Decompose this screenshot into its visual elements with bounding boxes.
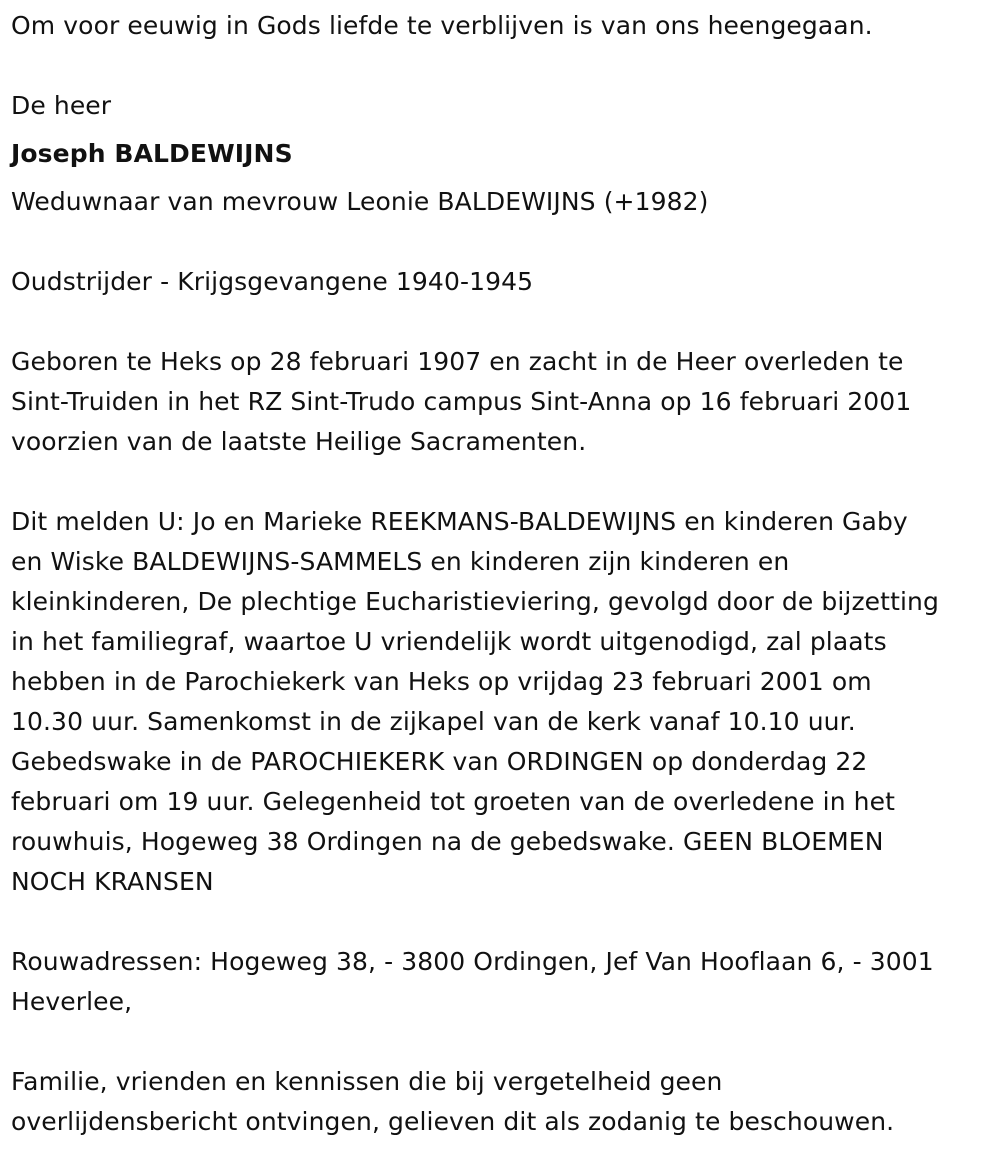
paragraph-line: Dit melden U: Jo en Marieke REEKMANS-BALDEWIJNS en kinderen Gaby	[11, 507, 908, 536]
paragraph-line: Familie, vrienden en kennissen die bij vergetelheid geen	[11, 1067, 723, 1096]
paragraph-line: 10.30 uur. Samenkomst in de zijkapel van de kerk vanaf 10.10 uur.	[11, 707, 856, 736]
paragraph-line: overlijdensbericht ontvingen, gelieven dit als zodanig te beschouwen.	[11, 1107, 895, 1136]
paragraph-line: en Wiske BALDEWIJNS-SAMMELS en kinderen zijn kinderen en	[11, 547, 790, 576]
salutation: De heer	[11, 91, 112, 120]
spouse-line: Weduwnaar van mevrouw Leonie BALDEWIJNS (+1982)	[11, 187, 709, 216]
paragraph-line: in het familiegraf, waartoe U vriendelijk wordt uitgenodigd, zal plaats	[11, 627, 887, 656]
paragraph-line: voorzien van de laatste Heilige Sacramenten.	[11, 427, 587, 456]
paragraph-line: Heverlee,	[11, 987, 133, 1016]
paragraph-line: februari om 19 uur. Gelegenheid tot groeten van de overledene in het	[11, 787, 896, 816]
paragraph-line: Sint-Truiden in het RZ Sint-Trudo campus Sint-Anna op 16 februari 2001	[11, 387, 912, 416]
paragraph-line: rouwhuis, Hogeweg 38 Ordingen na de gebedswake. GEEN BLOEMEN	[11, 827, 884, 856]
paragraph-line: hebben in de Parochiekerk van Heks op vrijdag 23 februari 2001 om	[11, 667, 872, 696]
deceased-name: Joseph BALDEWIJNS	[11, 139, 293, 168]
paragraph-line: kleinkinderen, De plechtige Eucharistieviering, gevolgd door de bijzetting	[11, 587, 939, 616]
paragraph-line: Geboren te Heks op 28 februari 1907 en zacht in de Heer overleden te	[11, 347, 904, 376]
paragraph-line: Gebedswake in de PAROCHIEKERK van ORDINGEN op donderdag 22	[11, 747, 868, 776]
titles-line: Oudstrijder - Krijgsgevangene 1940-1945	[11, 267, 534, 296]
paragraph-line: Rouwadressen: Hogeweg 38, - 3800 Ordingen, Jef Van Hooflaan 6, - 3001	[11, 947, 934, 976]
paragraph-line: NOCH KRANSEN	[11, 867, 214, 896]
intro-text: Om voor eeuwig in Gods liefde te verblijven is van ons heengegaan.	[11, 11, 873, 40]
